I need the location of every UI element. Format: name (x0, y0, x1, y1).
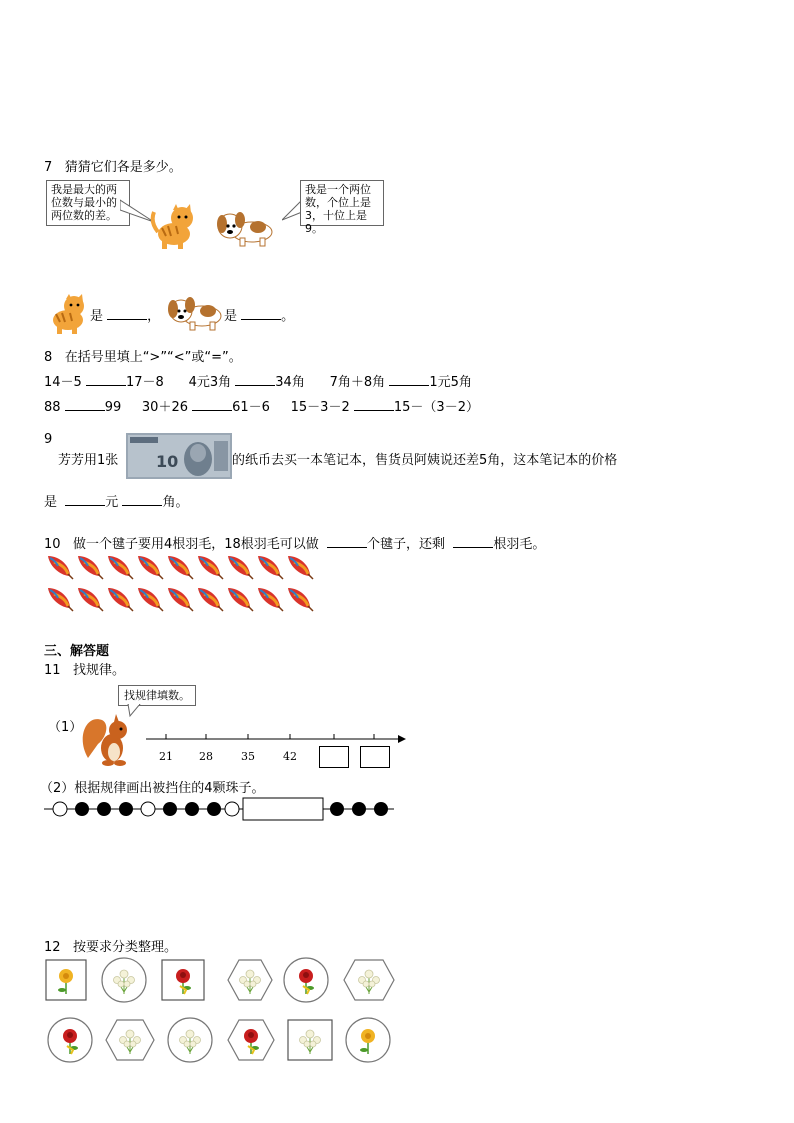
q9-text-a: 芳芳用1张 (58, 453, 119, 468)
bead-black (207, 802, 221, 816)
compare-blank[interactable] (86, 373, 126, 386)
feather-icon (258, 588, 283, 611)
feather-icon (228, 556, 253, 579)
cat-speech-bubble: 我是最大的两位数与最小的两位数的差。 (46, 180, 130, 226)
bead-string (44, 797, 396, 823)
q8-row2 (44, 396, 479, 415)
card-circle-rose (284, 958, 328, 1002)
card-hexagon-lily (228, 960, 272, 1000)
feathers-group (44, 554, 324, 614)
feather-icon (288, 556, 313, 579)
cat-answer-icon (44, 294, 90, 334)
bead-black (185, 802, 199, 816)
card-square-lily (288, 1020, 332, 1060)
bead-black (75, 802, 89, 816)
q9-text-b: 的纸币去买一本笔记本，售货员阿姨说还差5角，这本笔记本的价格 (232, 453, 618, 468)
bead-black (352, 802, 366, 816)
feather-icon (78, 556, 103, 579)
q7-answer-dog: 是 。 (224, 309, 295, 324)
feather-icon (108, 588, 133, 611)
svg-text:10: 10 (156, 452, 179, 471)
feather-icon (168, 556, 193, 579)
card-hexagon-lily (106, 1020, 154, 1060)
feather-icon (198, 556, 223, 579)
card-hexagon-lily (344, 960, 394, 1000)
cat-icon (148, 204, 196, 250)
q9-number: 9 (44, 432, 53, 447)
dog-icon (214, 210, 274, 248)
q11-part1-label: （1） (48, 720, 83, 735)
feather-icon (108, 556, 133, 579)
hidden-beads-box[interactable] (243, 798, 323, 820)
flower-cards (42, 956, 402, 1068)
feather-icon (138, 588, 163, 611)
q10-text: 10 做一个毽子要用4根羽毛，18根羽毛可以做 个毽子，还剩 根羽毛。 (44, 537, 546, 552)
q8-r2-item2: 30＋26 61－6 (141, 400, 270, 415)
tick-label: 35 (241, 750, 255, 763)
bead-white (53, 802, 67, 816)
bead-white (225, 802, 239, 816)
q11-part2-label: （2）根据规律画出被挡住的4颗珠子。 (40, 781, 265, 796)
jianzi-count-blank[interactable] (327, 535, 367, 548)
tick-label: 42 (283, 750, 297, 763)
squirrel-icon (80, 708, 132, 766)
compare-blank[interactable] (192, 398, 232, 411)
q7-title: 7 猜猜它们各是多少。 (44, 160, 182, 175)
q7-answer-cat: 是 ， (90, 309, 161, 324)
bead-black (97, 802, 111, 816)
feather-icon (138, 556, 163, 579)
card-square-rose (162, 960, 204, 1000)
cat-answer-blank[interactable] (107, 307, 147, 320)
jiao-blank[interactable] (122, 493, 162, 506)
answer-box-1[interactable] (319, 746, 349, 768)
bead-white (141, 802, 155, 816)
compare-blank[interactable] (235, 373, 275, 386)
section-3-heading: 三、解答题 (44, 644, 110, 659)
feather-icon (48, 556, 73, 579)
ten-yuan-banknote-icon (126, 433, 232, 479)
card-square-yellow (46, 960, 86, 1000)
card-circle-lily (102, 958, 146, 1002)
bead-black (330, 802, 344, 816)
answer-box-2[interactable] (360, 746, 390, 768)
feather-icon (258, 556, 283, 579)
q8-r1-item1: 14－5 17－8 (44, 375, 164, 390)
squirrel-speech-bubble: 找规律填数。 (118, 685, 196, 706)
q8-row1 (44, 371, 472, 390)
compare-blank[interactable] (354, 398, 394, 411)
yuan-blank[interactable] (65, 493, 105, 506)
q8-r1-item3: 7角＋8角 1元5角 (329, 375, 472, 390)
card-hexagon-rose (228, 1020, 274, 1060)
dog-answer-blank[interactable] (241, 307, 281, 320)
q8-r2-item1: 88 99 (44, 400, 122, 415)
q9-answer: 是 元 角。 (44, 495, 189, 510)
card-circle-lily (168, 1018, 212, 1062)
tick-label: 21 (159, 750, 173, 763)
q8-r2-item3: 15－3－2 15－（3－2） (290, 400, 479, 415)
compare-blank[interactable] (65, 398, 105, 411)
bead-black (163, 802, 177, 816)
remaining-feathers-blank[interactable] (453, 535, 493, 548)
feather-icon (168, 588, 193, 611)
q8-title: 8 在括号里填上“>”“<”或“=”。 (44, 350, 242, 365)
tick-label: 28 (199, 750, 213, 763)
feather-icon (288, 588, 313, 611)
q12-title: 12 按要求分类整理。 (44, 940, 177, 955)
feather-icon (228, 588, 253, 611)
bead-black (119, 802, 133, 816)
card-circle-yellow (346, 1018, 390, 1062)
dog-answer-icon (166, 296, 224, 332)
card-circle-rose (48, 1018, 92, 1062)
feather-icon (198, 588, 223, 611)
compare-blank[interactable] (389, 373, 429, 386)
feather-icon (78, 588, 103, 611)
feather-icon (48, 588, 73, 611)
bead-black (374, 802, 388, 816)
q11-title: 11 找规律。 (44, 663, 125, 678)
q8-r1-item2: 4元3角 34角 (188, 375, 305, 390)
dog-speech-bubble: 我是一个两位数，个位上是3，十位上是9。 (300, 180, 384, 226)
